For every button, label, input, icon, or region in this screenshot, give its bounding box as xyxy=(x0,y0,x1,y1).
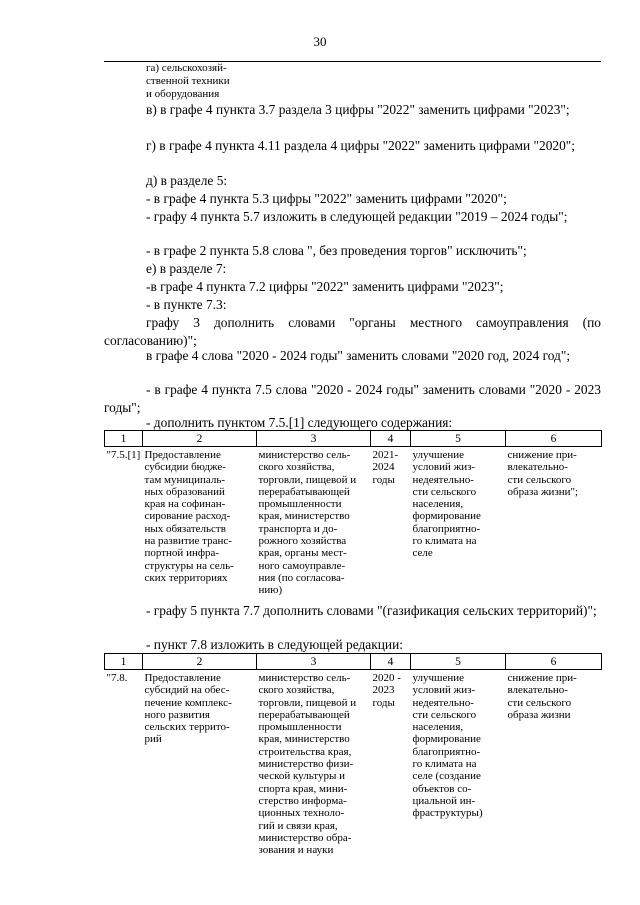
amendment-item: - дополнить пунктом 7.5.[1] следующего содержания: xyxy=(146,415,453,430)
column-header: 2 xyxy=(143,431,257,447)
amendment-item: -в графе 4 пункта 7.2 цифры "2022" заменить цифрами "2023"; xyxy=(146,279,504,294)
page-number: 30 xyxy=(313,34,327,49)
table-item-7-8 xyxy=(104,653,602,856)
column-header: 6 xyxy=(506,654,602,670)
expected-result: улучшение условий жиз- недеятельно- сти сельского населения, формирование благоприятно- го климата на селе xyxy=(412,449,481,560)
fragment-line: га) сельскохозяй- xyxy=(146,62,227,74)
responsible-executor: министерство сель- ского хозяйства, торговли, пищевой и перерабатывающей промышленности края, министерство транспорта и до- рожного хозяйства края, органы мест- ного самоуправле- ния (по согласова- нию) xyxy=(258,449,357,597)
measure-name: Предоставление субсидии бюдже- там муниципаль- ных образований края на софинан- сирование расход- ных обязательств на развитие транс- портной инфра- структуры на сель- ских территориях xyxy=(144,449,234,584)
table-fragment-continuation xyxy=(146,62,230,101)
column-header: 4 xyxy=(371,654,411,670)
column-header: 1 xyxy=(105,431,143,447)
table-row xyxy=(105,670,602,857)
amendment-paragraph-v: в) в графе 4 пункта 3.7 раздела 3 цифры "2022" заменить цифрами "2023"; xyxy=(146,102,570,117)
column-header: 4 xyxy=(371,431,411,447)
column-header: 6 xyxy=(506,431,602,447)
column-header: 3 xyxy=(257,431,371,447)
implementation-period: 2021- 2024 годы xyxy=(372,449,399,486)
column-header: 1 xyxy=(105,654,143,670)
measure-name: Предоставление субсидий на обес- печение комплекс- ного развития сельских террито- рий xyxy=(144,672,232,746)
amendment-item: - графу 5 пункта 7.7 дополнить словами "(газификация сельских территорий)"; xyxy=(146,603,597,618)
consequences: снижение при- влекательно- сти сельского образа жизни"; xyxy=(507,449,579,498)
amendment-item: - пункт 7.8 изложить в следующей редакции: xyxy=(146,637,403,652)
column-header: 3 xyxy=(257,654,371,670)
table-row xyxy=(105,447,602,597)
fragment-line: и оборудования xyxy=(146,88,220,100)
amendment-item: - в графе 4 пункта 7.5 слова "2020 - 2024 годы" заменить словами "2020 - 2023 годы"; xyxy=(104,382,601,415)
item-number: "7.5.[1] xyxy=(106,449,141,461)
table-header-row xyxy=(105,431,602,447)
amendment-paragraph-g: г) в графе 4 пункта 4.11 раздела 4 цифры "2022" заменить цифрами "2020"; xyxy=(146,138,575,153)
implementation-period: 2020 - 2023 годы xyxy=(372,672,401,709)
fragment-line: ственной техники xyxy=(146,75,230,87)
amendment-item: - графу 4 пункта 5.7 изложить в следующей редакции "2019 – 2024 годы"; xyxy=(146,209,568,224)
table-header-row xyxy=(105,654,602,670)
column-header: 2 xyxy=(143,654,257,670)
responsible-executor: министерство сель- ского хозяйства, торговли, пищевой и перерабатывающей промышленности края, министерство строительства края, министерство физи- ческой культуры и спорта края, мини- стерство информа- ционных техноло- гий и связи края, министерство обра- зования и науки xyxy=(258,672,357,857)
amendment-item: в графе 4 слова "2020 - 2024 годы" заменить словами "2020 год, 2024 год"; xyxy=(146,348,571,363)
item-number: "7.8. xyxy=(106,672,128,684)
column-header: 5 xyxy=(411,431,506,447)
consequences: снижение при- влекательно- сти сельского образа жизни xyxy=(507,672,577,721)
amendment-item: - в графе 2 пункта 5.8 слова ", без проведения торгов" исключить"; xyxy=(146,243,527,258)
table-item-7-5-1 xyxy=(104,430,602,597)
amendment-paragraph-d: д) в разделе 5: xyxy=(146,173,228,188)
amendment-item: графу 3 дополнить словами "органы местного самоуправления (по согласованию)"; xyxy=(104,315,601,348)
expected-result: улучшение условий жиз- недеятельно- сти сельского населения, формирование благоприятно- го климата на селе (создание объектов со- циальной ин- фраструктуры) xyxy=(412,672,483,820)
amendment-item: - в графе 4 пункта 5.3 цифры "2022" заменить цифрами "2020"; xyxy=(146,191,507,206)
amendment-paragraph-e: е) в разделе 7: xyxy=(146,261,227,276)
column-header: 5 xyxy=(411,654,506,670)
amendment-item: - в пункте 7.3: xyxy=(146,297,227,312)
